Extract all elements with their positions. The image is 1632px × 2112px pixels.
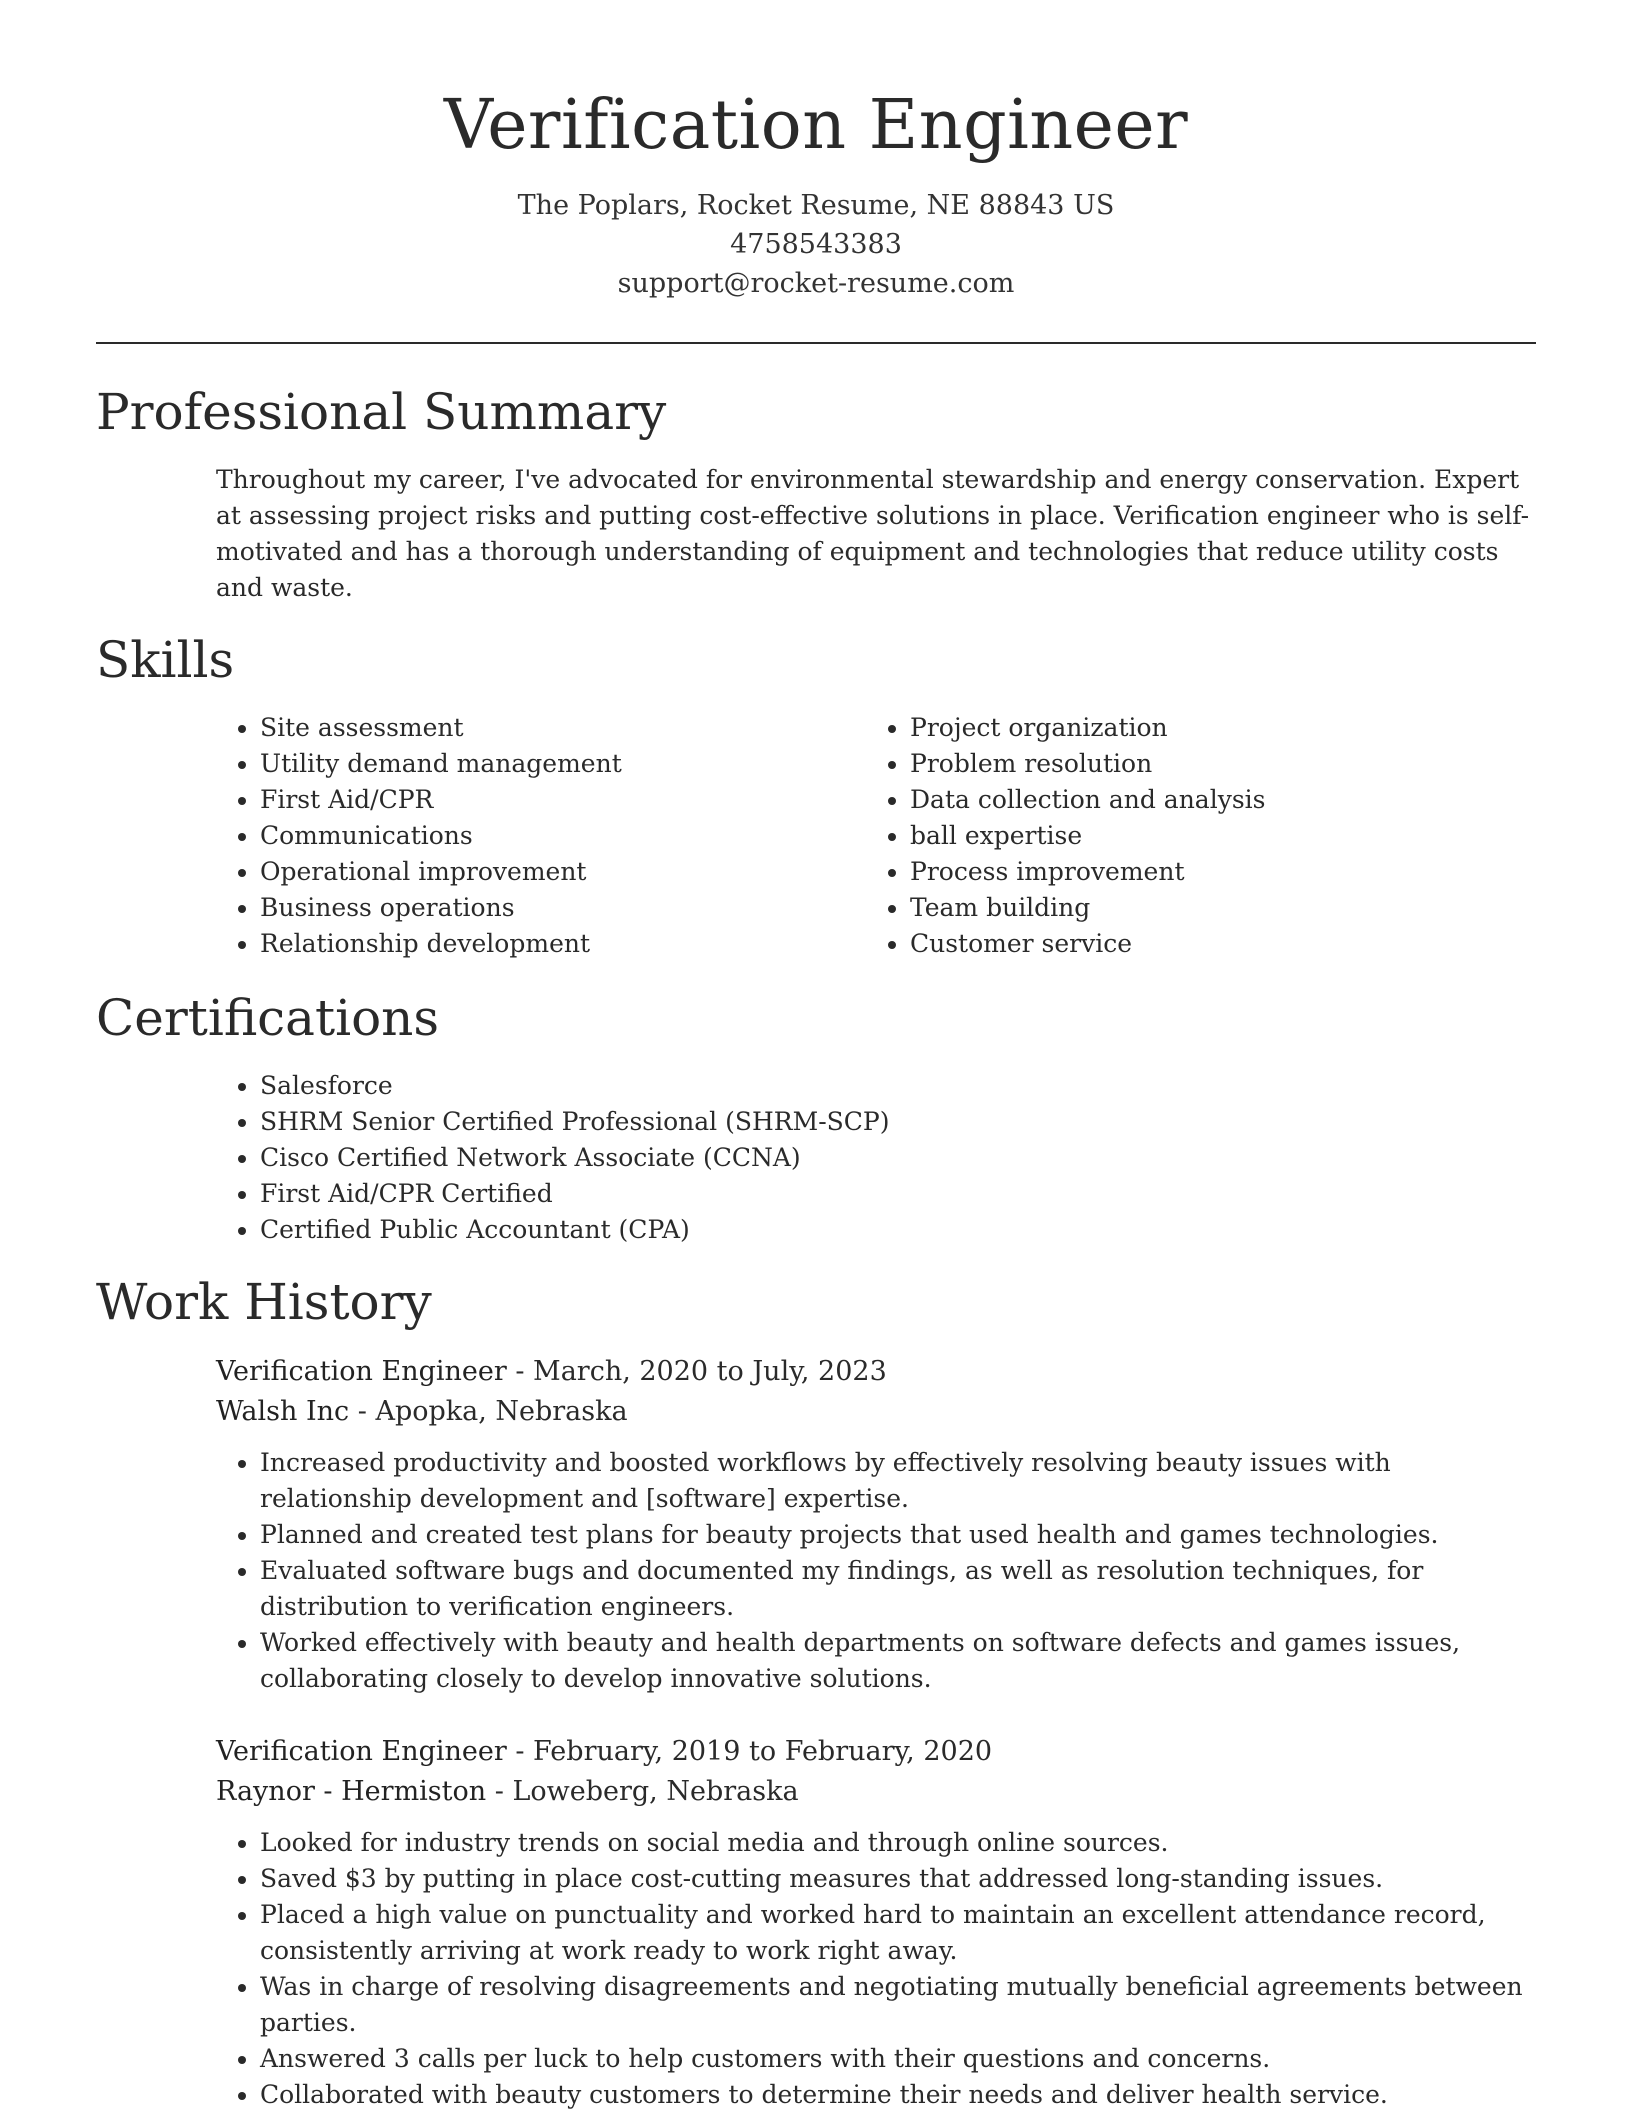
work-history-heading: Work History: [96, 1273, 432, 1331]
job-company: Walsh Inc: [216, 1396, 350, 1427]
skills-column-left: [216, 710, 856, 962]
skill-item: • Communications: [260, 818, 856, 854]
job-title: Verification Engineer: [216, 1736, 507, 1767]
contact-info: [0, 186, 1632, 303]
job-title: Verification Engineer: [216, 1356, 507, 1387]
skill-item: • Data collection and analysis: [910, 782, 1536, 818]
certifications-list: [216, 1068, 1536, 1248]
job-location: - Loweberg, Nebraska: [486, 1776, 799, 1807]
job-title-line: [216, 1352, 1536, 1392]
job-bullet: • Worked effectively with beauty and health departments on software defects and games issues, collaborating closely to develop innovative solutions.: [260, 1625, 1536, 1697]
skill-item: • First Aid/CPR: [260, 782, 856, 818]
job-dates: - March, 2020 to July, 2023: [506, 1356, 887, 1387]
contact-address: The Poplars, Rocket Resume, NE 88843 US: [517, 190, 1115, 221]
job-title-line: [216, 1732, 1536, 1772]
skill-item: • Team building: [910, 890, 1536, 926]
summary-text: Throughout my career, I've advocated for environmental stewardship and energy conservation. Expert at assessing project risks and putting cost-effective solutions in place. Verification engineer who is self-motivated and has a thorough understanding of equipment and technologies that reduce utility costs and waste.: [216, 465, 1530, 602]
candidate-name: Verification Engineer: [443, 86, 1189, 165]
contact-phone: 4758543383: [730, 229, 902, 260]
job-bullet: • Collaborated with beauty customers to determine their needs and deliver health service.: [260, 2077, 1536, 2112]
job-bullet-list: [216, 1825, 1536, 2112]
header-divider: [96, 342, 1536, 344]
certification-item: • Cisco Certified Network Associate (CCNA): [260, 1140, 1536, 1176]
job-dates: - February, 2019 to February, 2020: [506, 1736, 993, 1767]
job-company: Raynor - Hermiston: [216, 1776, 487, 1807]
job-bullet: • Looked for industry trends on social media and through online sources.: [260, 1825, 1536, 1861]
job-bullet: • Placed a high value on punctuality and worked hard to maintain an excellent attendance record, consistently arriving at work ready to work right away.: [260, 1897, 1536, 1969]
skill-item: • Project organization: [910, 710, 1536, 746]
skill-item: • Customer service: [910, 926, 1536, 962]
job-bullet-list: [216, 1445, 1536, 1697]
skill-item: • Problem resolution: [910, 746, 1536, 782]
skill-item: • Operational improvement: [260, 854, 856, 890]
certification-item: • Salesforce: [260, 1068, 1536, 1104]
job-bullet: • Answered 3 calls per luck to help customers with their questions and concerns.: [260, 2041, 1536, 2077]
certifications-heading: Certifications: [96, 989, 440, 1047]
skill-item: • Site assessment: [260, 710, 856, 746]
certification-item: • SHRM Senior Certified Professional (SHRM-SCP): [260, 1104, 1536, 1140]
skill-item: • Process improvement: [910, 854, 1536, 890]
job-bullet: • Was in charge of resolving disagreements and negotiating mutually beneficial agreements between parties.: [260, 1969, 1536, 2041]
job-company-line: [216, 1392, 1536, 1432]
skill-item: • Business operations: [260, 890, 856, 926]
summary-heading: Professional Summary: [96, 383, 667, 441]
job-company-line: [216, 1772, 1536, 1812]
job-entry-header: [216, 1352, 1536, 1432]
job-bullet: • Saved $3 by putting in place cost-cutting measures that addressed long-standing issues.: [260, 1861, 1536, 1897]
job-location: - Apopka, Nebraska: [349, 1396, 628, 1427]
job-bullet: • Evaluated software bugs and documented my findings, as well as resolution techniques, for distribution to verification engineers.: [260, 1553, 1536, 1625]
skill-item: • Utility demand management: [260, 746, 856, 782]
skills-heading: Skills: [96, 631, 235, 689]
job-bullet: • Planned and created test plans for beauty projects that used health and games technologies.: [260, 1517, 1536, 1553]
certification-item: • Certified Public Accountant (CPA): [260, 1212, 1536, 1248]
skill-item: • Relationship development: [260, 926, 856, 962]
resume-header: [0, 82, 1632, 303]
contact-email: support@rocket-resume.com: [617, 268, 1015, 299]
skills-column-right: [866, 710, 1536, 962]
job-bullet: • Increased productivity and boosted workflows by effectively resolving beauty issues with relationship development and [software] expertise.: [260, 1445, 1536, 1517]
skill-item: • ball expertise: [910, 818, 1536, 854]
certification-item: • First Aid/CPR Certified: [260, 1176, 1536, 1212]
job-entry-header: [216, 1732, 1536, 1812]
